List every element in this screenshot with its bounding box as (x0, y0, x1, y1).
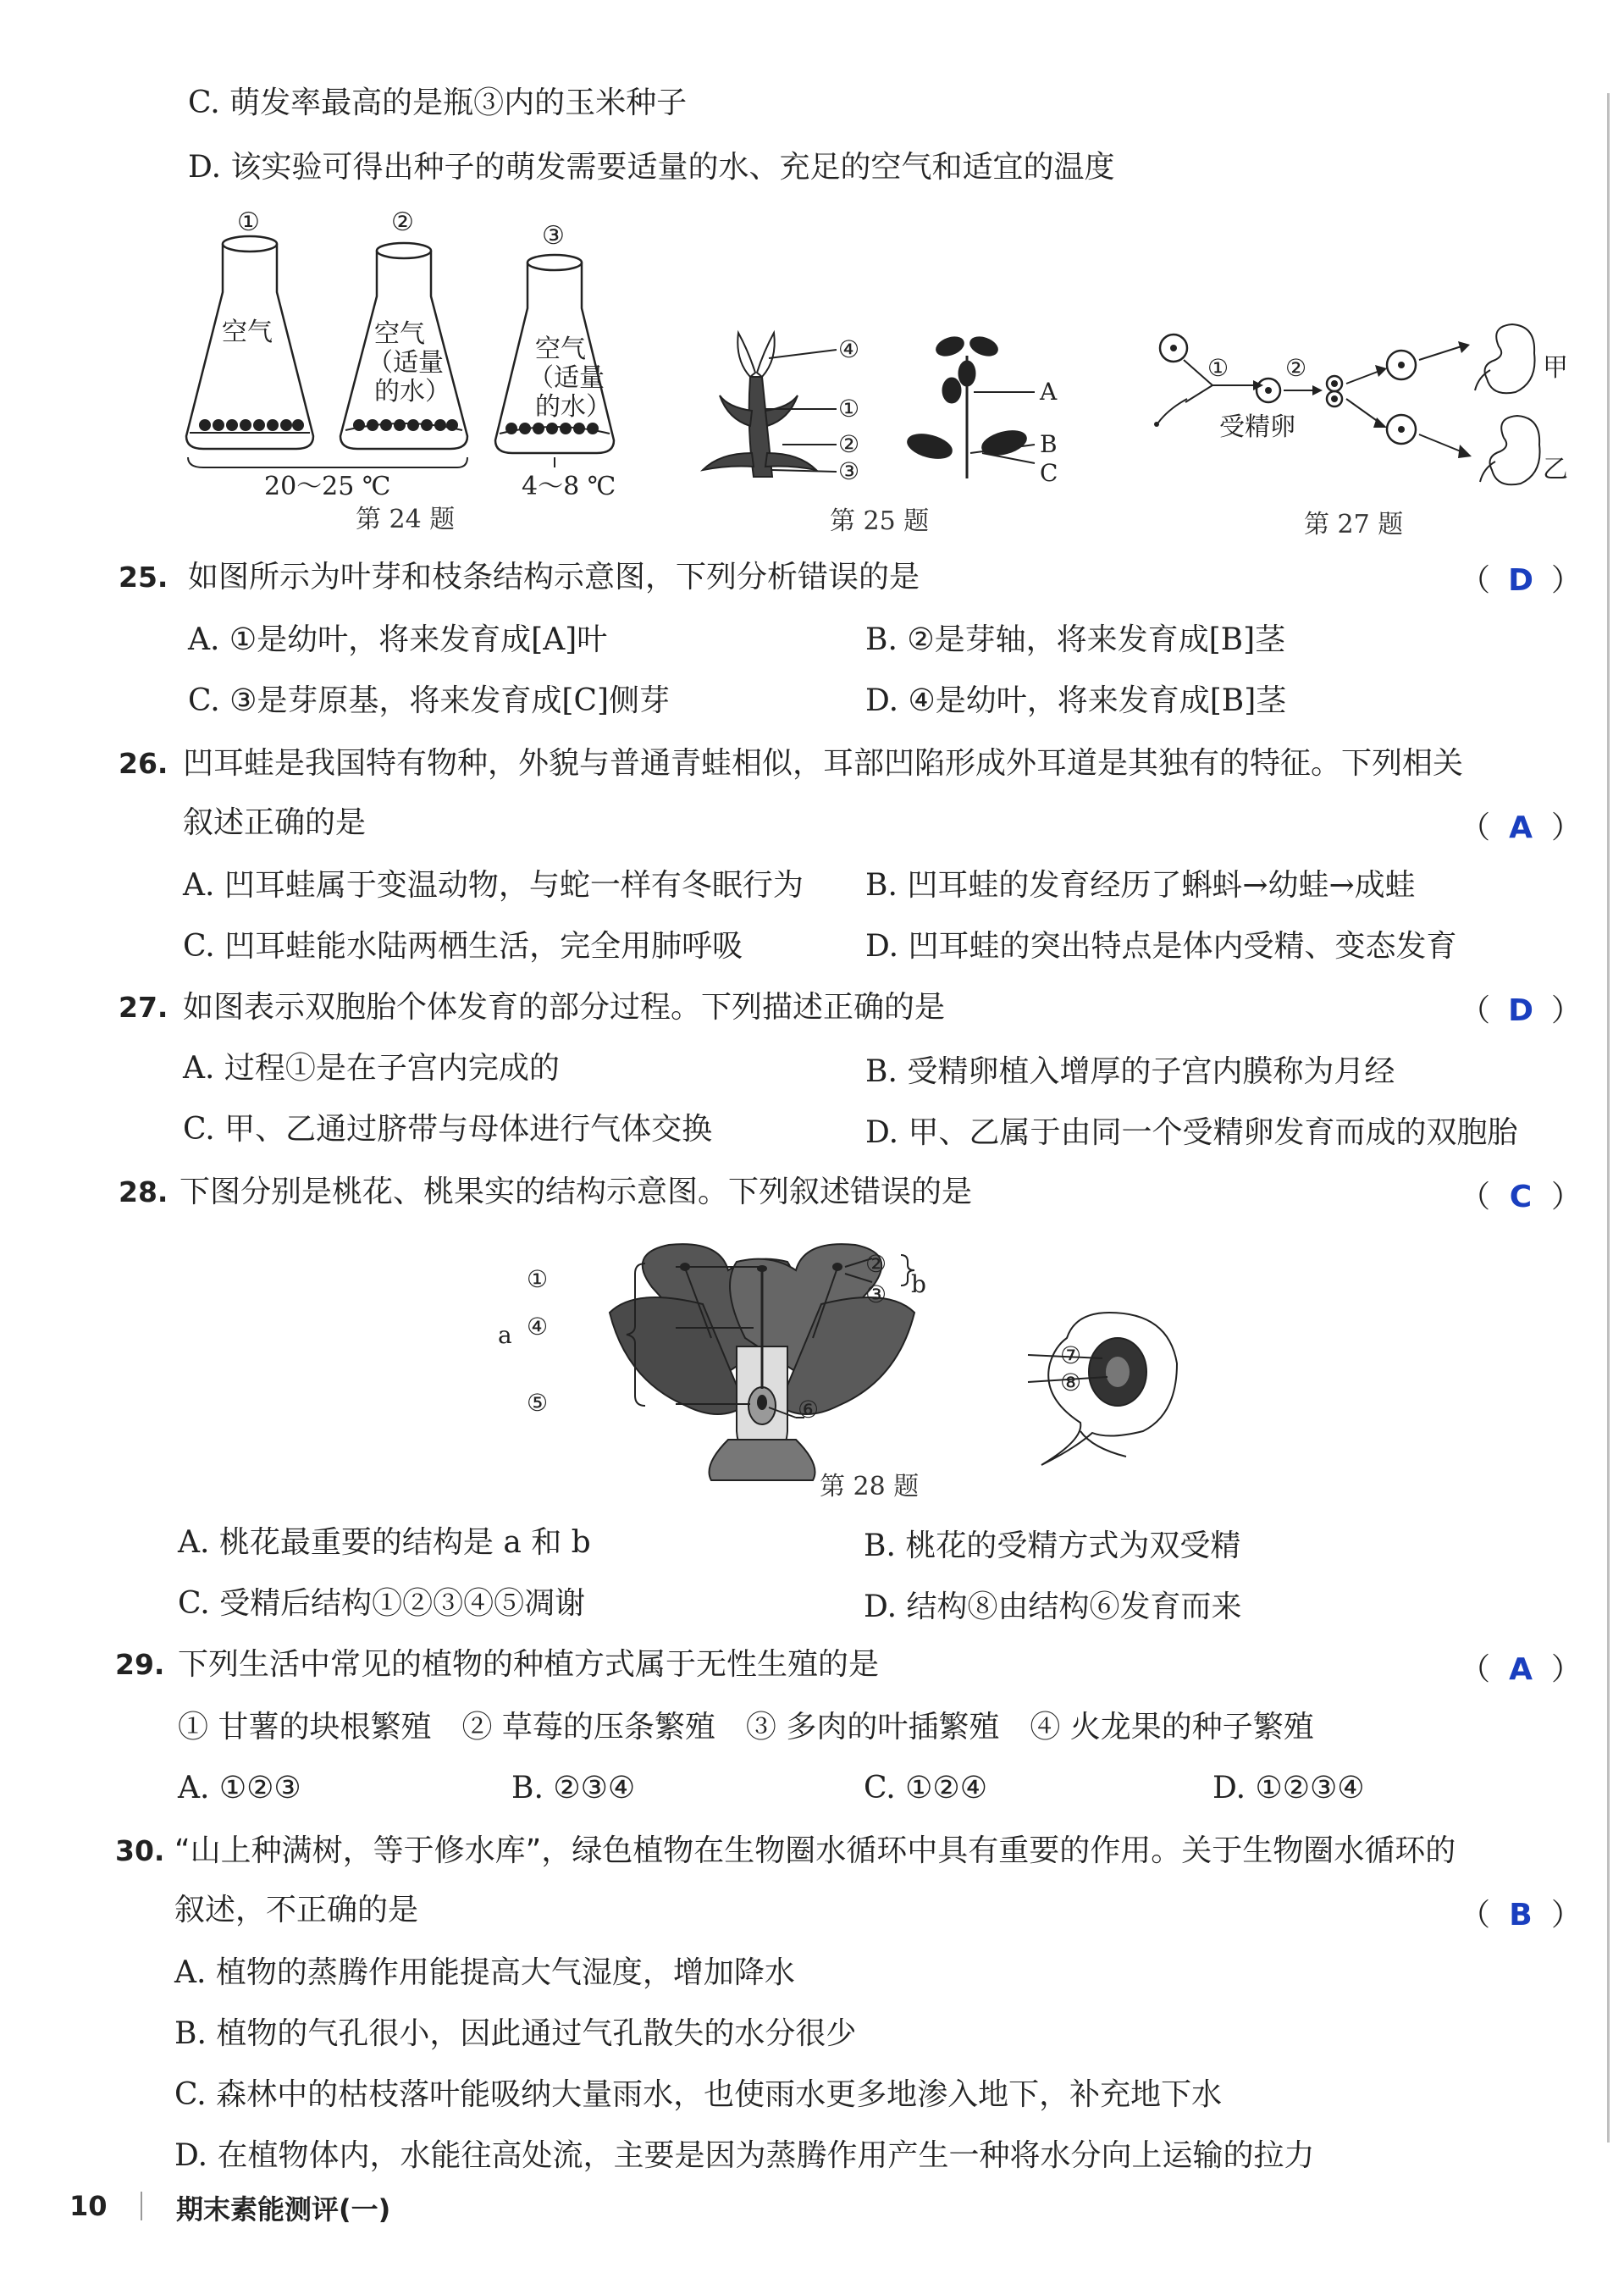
fig24-bottle2-num: ② (391, 207, 414, 237)
fig24-bottle2-line1: 空气 (374, 319, 425, 349)
fig28-caption: 第 28 题 (820, 1472, 920, 1501)
fig27-step2: ② (1285, 354, 1307, 382)
q26-option-d: D. 凹耳蛙的突出特点是体内受精、变态发育 (865, 929, 1457, 964)
q26-option-b: B. 凹耳蛙的发育经历了蝌蚪→幼蛙→成蛙 (865, 868, 1416, 903)
fig28-label-1: ① (527, 1265, 549, 1293)
q30-answer: （ B ） (1460, 1898, 1583, 1932)
fig25-label-4: ④ (838, 335, 860, 363)
q28-option-b: B. 桃花的受精方式为双受精 (864, 1529, 1241, 1563)
q29-items: ① 甘薯的块根繁殖 ② 草莓的压条繁殖 ③ 多肉的叶插繁殖 ④ 火龙果的种子繁殖 (178, 1710, 1314, 1744)
q28-answer: （ C ） (1460, 1180, 1583, 1214)
q25-number: 25. (119, 561, 168, 594)
fig25-label-C: C (1040, 459, 1058, 487)
q29-answer: （ A ） (1460, 1652, 1583, 1687)
q24-option-d: D. 该实验可得出种子的萌发需要适量的水、充足的空气和适宜的温度 (188, 150, 1115, 185)
q25-option-d: D. ④是幼叶，将来发育成[B]茎 (865, 683, 1287, 718)
fig25-label-3: ③ (838, 457, 860, 485)
q25-option-a: A. ①是幼叶，将来发育成[A]叶 (188, 622, 608, 657)
q26-stem-line1: 凹耳蛙是我国特有物种，外貌与普通青蛙相似，耳部凹陷形成外耳道是其独有的特征。下列相关 (183, 746, 1464, 781)
fig28-label-7: ⑦ (1060, 1341, 1082, 1369)
fig28-label-8: ⑧ (1060, 1368, 1082, 1396)
q25-option-c: C. ③是芽原基，将来发育成[C]侧芽 (188, 683, 671, 718)
fig24-bottle2-line3: 的水） (374, 377, 450, 406)
q27-option-b: B. 受精卵植入增厚的子宫内膜称为月经 (865, 1054, 1395, 1089)
q26-number: 26. (119, 747, 168, 780)
footer-title: 期末素能测评(一) (176, 2193, 391, 2225)
fig28-label-5: ⑤ (527, 1389, 549, 1417)
fig28-group-a: a (498, 1321, 512, 1349)
fig28-label-4: ④ (527, 1313, 549, 1341)
q25-answer: （ D ） (1460, 563, 1583, 598)
fig24-bottle2-line2: （适量 (367, 348, 444, 378)
fig28-flower-fruit (500, 1236, 1279, 1482)
page-margin-line (1607, 93, 1610, 2143)
q27-number: 27. (119, 991, 168, 1024)
q27-option-a: A. 过程①是在子宫内完成的 (183, 1051, 560, 1086)
q26-stem-line2: 叙述正确的是 (183, 805, 367, 840)
q25-stem: 如图所示为叶芽和枝条结构示意图，下列分析错误的是 (188, 560, 920, 594)
q29-option-a: A. ①②③ (178, 1771, 301, 1805)
q27-answer: （ D ） (1460, 993, 1583, 1028)
q29-option-d: D. ①②③④ (1212, 1771, 1365, 1805)
fig27-caption: 第 27 题 (1304, 510, 1404, 539)
q25-option-b: B. ②是芽轴，将来发育成[B]茎 (865, 622, 1286, 657)
q26-answer: （ A ） (1460, 810, 1583, 845)
q28-option-d: D. 结构⑧由结构⑥发育而来 (864, 1590, 1242, 1624)
fig28-label-2: ② (865, 1250, 887, 1278)
branch (906, 335, 1028, 478)
fig24-bottle3-line2: （适量 (528, 363, 605, 393)
fig24-bottle3-line3: 的水） (535, 392, 611, 422)
flask-2-seeds (353, 419, 458, 431)
q27-option-c: C. 甲、乙通过脐带与母体进行气体交换 (183, 1112, 713, 1147)
fig28-group-b: b (911, 1270, 926, 1298)
fig24-bottle1-num: ① (237, 207, 260, 237)
footer-divider (141, 2192, 142, 2220)
fig24-bottle3-line1: 空气 (535, 335, 586, 364)
q28-option-a: A. 桃花最重要的结构是 a 和 b (178, 1525, 591, 1560)
fig25-label-B: B (1040, 430, 1058, 458)
q30-stem-line2: 叙述，不正确的是 (174, 1893, 419, 1927)
q24-option-c: C. 萌发率最高的是瓶③内的玉米种子 (188, 86, 688, 120)
fig27-twin-jia: 甲 (1543, 353, 1568, 383)
fig25-label-A: A (1040, 378, 1058, 406)
flask-1-seeds (199, 419, 304, 431)
q29-number: 29. (115, 1648, 165, 1681)
q30-number: 30. (115, 1834, 165, 1867)
flask-3-seeds (505, 423, 599, 434)
peach-flower (610, 1244, 914, 1480)
fig25-label-2: ② (838, 430, 860, 458)
fig24-caption: 第 24 题 (356, 505, 456, 534)
q29-stem: 下列生活中常见的植物的种植方式属于无性生殖的是 (178, 1647, 880, 1682)
q26-option-c: C. 凹耳蛙能水陆两栖生活，完全用肺呼吸 (183, 929, 743, 964)
fetus-jia (1475, 324, 1535, 393)
fetus-yi (1480, 416, 1540, 484)
q27-option-d: D. 甲、乙属于由同一个受精卵发育而成的双胞胎 (865, 1115, 1518, 1150)
fig25-bud-branch (694, 326, 1092, 495)
q30-option-b: B. 植物的气孔很小，因此通过气孔散失的水分很少 (174, 2016, 857, 2051)
fig24-temp-cold: 4～8 ℃ (522, 472, 616, 501)
fig25-label-1: ① (838, 395, 860, 423)
fig24-bottle1-text: 空气 (222, 318, 273, 347)
fig28-label-6: ⑥ (798, 1396, 820, 1424)
fig24-bottle3-num: ③ (542, 221, 565, 251)
page-number: 10 (69, 2190, 108, 2222)
q26-option-a: A. 凹耳蛙属于变温动物，与蛇一样有冬眠行为 (183, 868, 804, 903)
q27-stem: 如图表示双胞胎个体发育的部分过程。下列描述正确的是 (183, 990, 946, 1025)
q29-option-c: C. ①②④ (864, 1771, 987, 1805)
fig24-temp-warm: 20～25 ℃ (264, 472, 391, 501)
q28-number: 28. (119, 1175, 168, 1208)
fig28-label-3: ③ (865, 1280, 887, 1308)
fig27-zygote-label: 受精卵 (1219, 412, 1295, 442)
fig25-caption: 第 25 题 (830, 506, 930, 536)
fig27-twin-yi: 乙 (1543, 455, 1568, 484)
q30-option-c: C. 森林中的枯枝落叶能吸纳大量雨水，也使雨水更多地渗入地下，补充地下水 (174, 2077, 1223, 2112)
q30-option-d: D. 在植物体内，水能往高处流，主要是因为蒸腾作用产生一种将水分向上运输的拉力 (174, 2138, 1315, 2173)
q30-option-a: A. 植物的蒸腾作用能提高大气湿度，增加降水 (174, 1955, 795, 1990)
q28-option-c: C. 受精后结构①②③④⑤凋谢 (178, 1586, 586, 1621)
q29-option-b: B. ②③④ (511, 1771, 636, 1805)
fig27-step1: ① (1207, 354, 1229, 382)
q28-stem: 下图分别是桃花、桃果实的结构示意图。下列叙述错误的是 (180, 1175, 973, 1209)
q30-stem-line1: “山上种满树，等于修水库”，绿色植物在生物圈水循环中具有重要的作用。关于生物圈水循环的 (174, 1833, 1456, 1868)
